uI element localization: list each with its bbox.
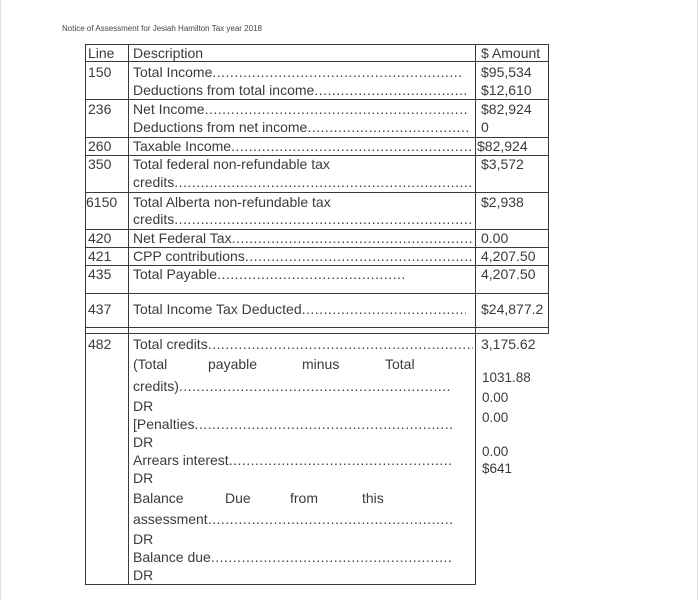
description: Taxable Income ..... [133, 138, 473, 154]
description: Total Payable ..... [133, 266, 405, 282]
header-line: Line [88, 45, 115, 61]
amount: 0.00 [481, 230, 509, 246]
table-rule [85, 99, 548, 100]
description: Total credits ..... [133, 336, 473, 352]
description: Total Income Tax Deducted ..... [133, 301, 466, 317]
line-number: 420 [88, 230, 112, 246]
frame-border-right [697, 0, 698, 600]
line-number: 350 [88, 156, 112, 172]
amount: $95,534 [481, 64, 532, 80]
arrears-interest-label: Arrears interest ..... [133, 452, 452, 468]
balance-word: Balance [133, 490, 184, 506]
table-rule [85, 333, 548, 334]
line-number: 437 [88, 301, 112, 317]
description: Net Federal Tax ..... [133, 230, 473, 246]
credits-label: credits) ..... [133, 378, 452, 394]
dr-label: DR [133, 531, 154, 547]
line-number: 236 [88, 101, 112, 117]
amount: $12,610 [481, 82, 532, 98]
line-number: 150 [88, 64, 112, 80]
credits-word: Total [385, 356, 415, 372]
table-col-rule [475, 44, 476, 585]
credit-amount: 0.00 [482, 410, 509, 425]
amount: $24,877.2 [481, 301, 544, 317]
table-rule [85, 293, 548, 294]
description: Total federal non-refundable tax [133, 156, 330, 172]
amount: $82,924 [477, 138, 528, 154]
amount: $2,938 [481, 194, 524, 210]
credit-amount: 1031.88 [482, 370, 531, 385]
credit-amount: 0.00 [482, 444, 509, 459]
table-rule [85, 584, 475, 585]
header-amount: $ Amount [481, 45, 541, 61]
credit-amount: 0.00 [482, 390, 509, 405]
dr-label: DR [133, 470, 154, 486]
description: Total Income ..... [133, 64, 463, 80]
assessment-label: assessment ..... [133, 511, 452, 527]
description: Deductions from net income ..... [133, 119, 471, 135]
table-rule [85, 192, 548, 193]
credits-word: (Total [133, 356, 168, 372]
table-rule [85, 61, 548, 62]
line-number: 421 [88, 248, 112, 264]
dr-label: DR [133, 567, 154, 583]
penalties-label: [Penalties ..... [133, 416, 452, 432]
amount: $82,924 [481, 101, 532, 117]
balance-word: Due [225, 490, 251, 506]
table-col-rule [85, 44, 86, 585]
line-number: 260 [88, 138, 112, 154]
amount: 3,175.62 [481, 336, 536, 352]
credit-amount: $641 [482, 461, 513, 476]
balance-due-label: Balance due ..... [133, 549, 452, 565]
line-number: 6150 [86, 194, 118, 210]
amount: 0 [481, 119, 489, 135]
header-description: Description [133, 45, 204, 61]
line-number: 435 [88, 266, 112, 282]
dr-label: DR [133, 434, 154, 450]
balance-word: from [290, 490, 318, 506]
amount: $3,572 [481, 156, 524, 172]
table-col-rule [548, 44, 549, 334]
description: Deductions from total income ..... [133, 82, 468, 98]
dr-label: DR [133, 398, 154, 414]
table-rule [85, 327, 548, 328]
description: Net Income ..... [133, 101, 468, 117]
balance-word: this [362, 490, 384, 506]
credits-word: minus [302, 356, 340, 372]
description: CPP contributions ..... [133, 248, 473, 264]
description: Total Alberta non-refundable tax [133, 194, 331, 210]
notice-caption: Notice of Assessment for Jesiah Hamilton Tax year 2018 [62, 24, 262, 33]
amount: 4,207.50 [481, 266, 536, 282]
description-continued: credits ..... [133, 211, 471, 227]
table-col-rule [128, 44, 129, 585]
credits-word: payable [208, 356, 258, 372]
amount: 4,207.50 [481, 248, 536, 264]
frame-border-left [0, 0, 1, 600]
description-continued: credits ..... [133, 174, 471, 190]
line-number: 482 [88, 336, 112, 352]
